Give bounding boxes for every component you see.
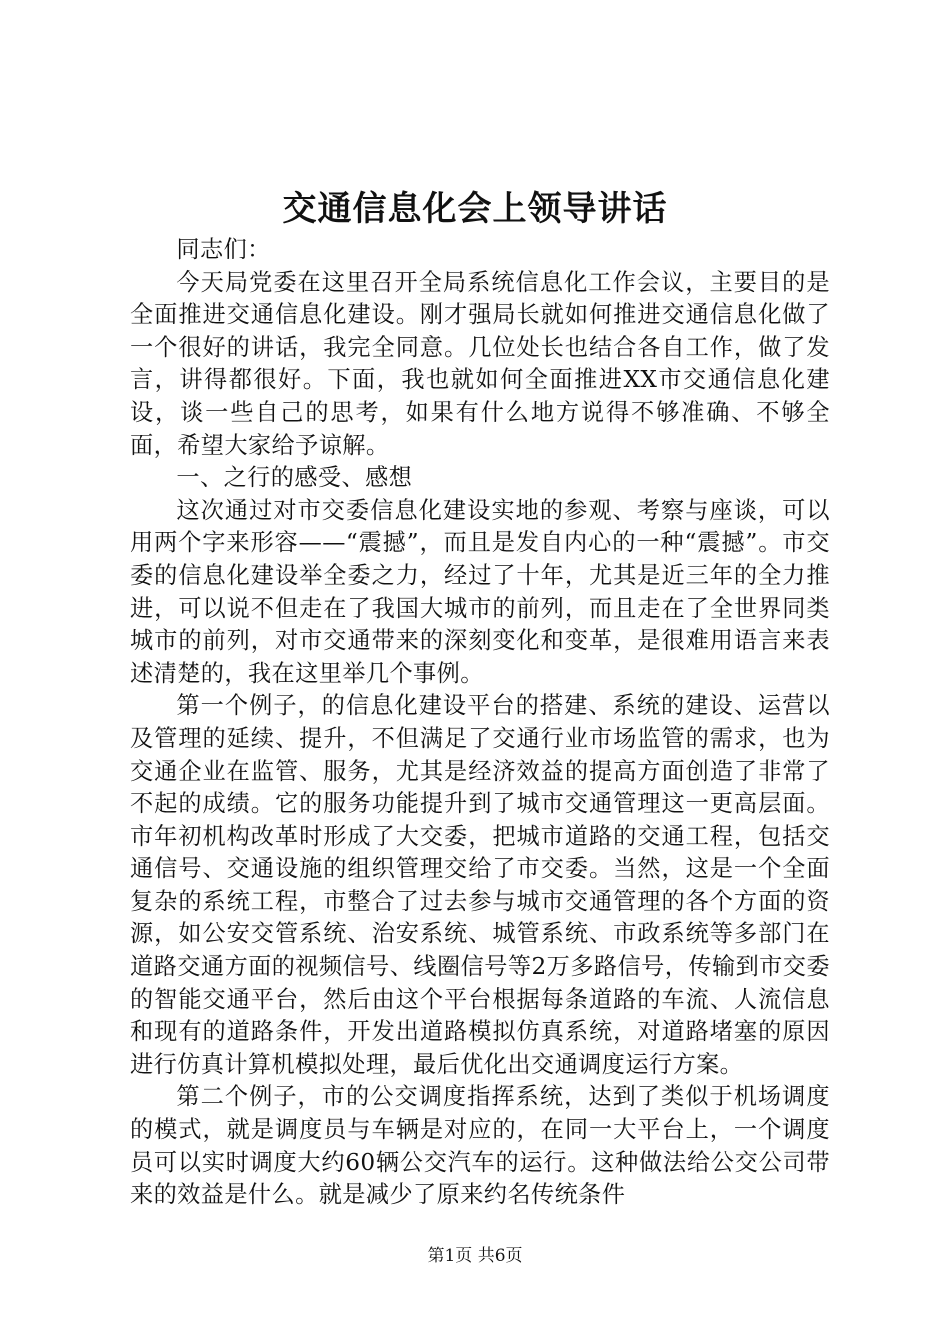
paragraph-impressions: 这次通过对市交委信息化建设实地的参观、考察与座谈，可以用两个字来形容——“震撼”，而且是发自内心的一种“震撼”。市交委的信息化建设举全委之力，经过了十年，尤其是近三年的全力推进，可以说不但走在了我国大城市的前列，而且走在了全世界同类城市的前列，对市交通带来的深刻变化和变革，是很难用语言来表述清楚的，我在这里举几个事例。	[130, 496, 830, 687]
document-body	[130, 234, 830, 1212]
paragraph-example-two: 第二个例子，市的公交调度指挥系统，达到了类似于机场调度的模式，就是调度员与车辆是对应的，在同一大平台上，一个调度员可以实时调度大约60辆公交汽车的运行。这种做法给公交公司带来的效益是什么。就是减少了原来约名传统条件	[130, 1083, 830, 1209]
page-footer: 第1页 共6页	[427, 1246, 523, 1266]
paragraph-intro: 今天局党委在这里召开全局系统信息化工作会议，主要目的是全面推进交通信息化建设。刚才强局长就如何推进交通信息化做了一个很好的讲话，我完全同意。几位处长也结合各自工作，做了发言，讲得都很好。下面，我也就如何全面推进XX市交通信息化建设，谈一些自己的思考，如果有什么地方说得不够准确、不够全面，希望大家给予谅解。	[130, 268, 830, 459]
paragraph-example-one: 第一个例子，的信息化建设平台的搭建、系统的建设、运营以及管理的延续、提升，不但满足了交通行业市场监管的需求，也为交通企业在监管、服务，尤其是经济效益的提高方面创造了非常了不起的成绩。它的服务功能提升到了城市交通管理这一更高层面。市年初机构改革时形成了大交委，把城市道路的交通工程，包括交通信号、交通设施的组织管理交给了市交委。当然，这是一个全面复杂的系统工程，市整合了过去参与城市交通管理的各个方面的资源，如公安交管系统、治安系统、城管系统、市政系统等多部门在道路交通方面的视频信号、线圈信号等2万多路信号，传输到市交委的智能交通平台，然后由这个平台根据每条道路的车流、人流信息和现有的道路条件，开发出道路模拟仿真系统，对道路堵塞的原因进行仿真计算机模拟处理，最后优化出交通调度运行方案。	[130, 692, 830, 1078]
section-heading: 一、之行的感受、感想	[176, 464, 413, 492]
paragraph-salutation: 同志们：	[176, 236, 271, 263]
document-title: 交通信息化会上领导讲话	[282, 189, 668, 229]
